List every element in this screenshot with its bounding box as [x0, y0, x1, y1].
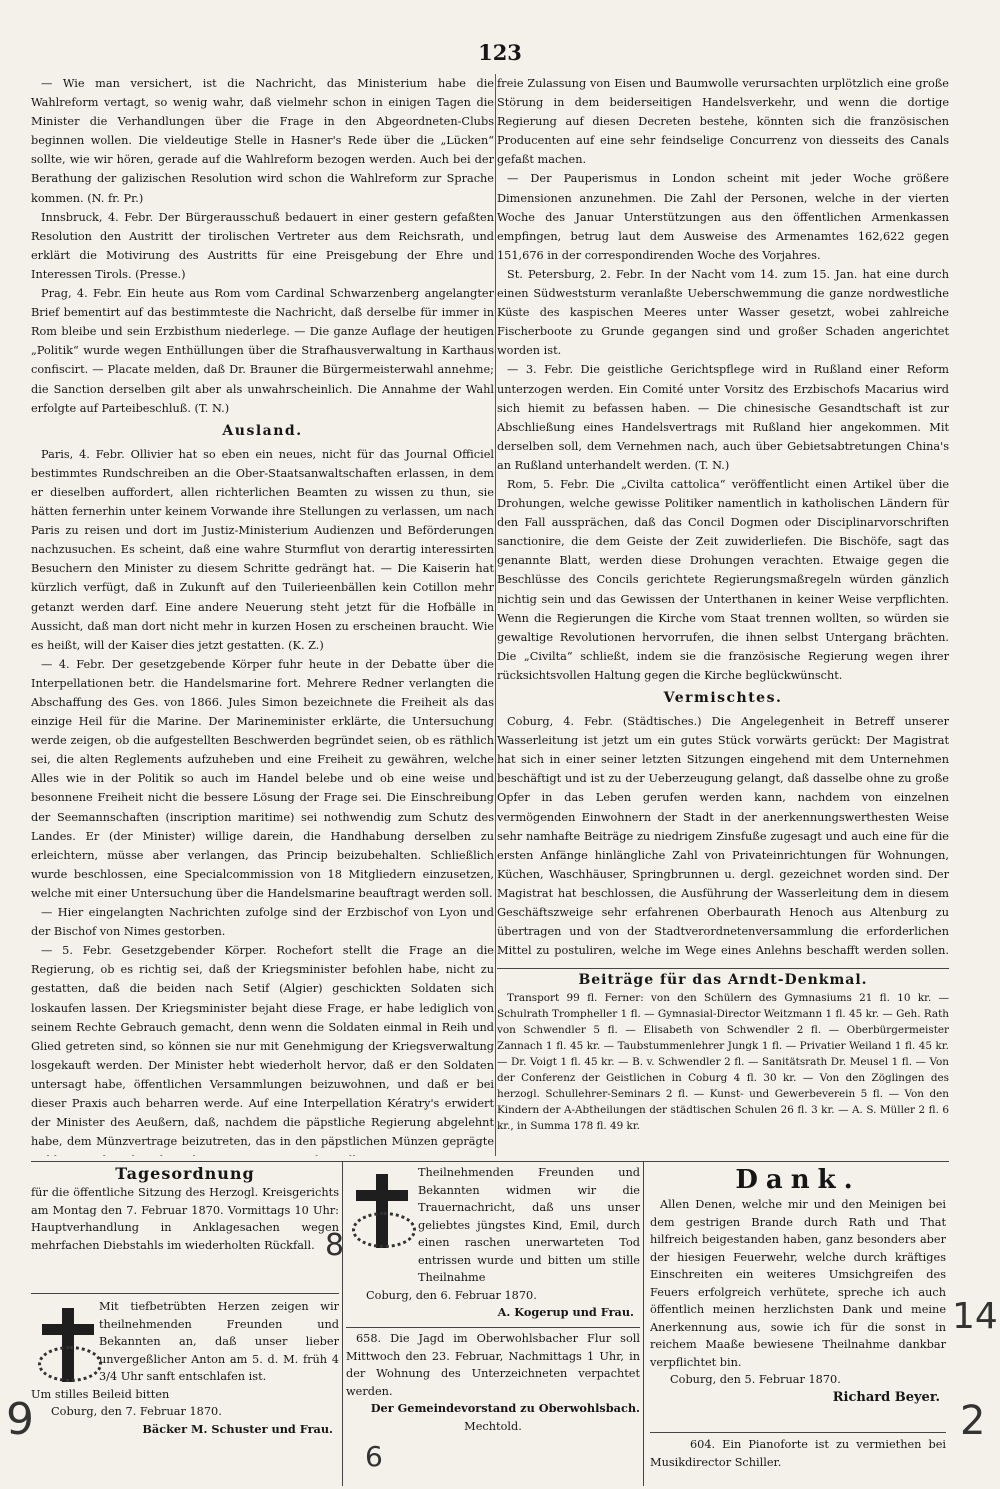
- dank-place-date: Coburg, den 5. Februar 1870.: [670, 1373, 841, 1386]
- page-number: 123: [478, 40, 522, 65]
- anton-place-date: Coburg, den 7. Februar 1870.: [51, 1405, 222, 1418]
- ad-traueranzeige-emil: [346, 1164, 640, 1322]
- handwritten-mark-2: 2: [960, 1398, 986, 1444]
- article-paris-febr5: — 5. Febr. Gesetzgebender Körper. Rochefort stellt die Frage an die Regierung, ob es richtig sei, daß der Kriegsminister befohlen habe, nicht zu gestatten, daß die beiden nach Setif (Algier) geschickten Soldaten sich loskaufen lassen. Der Kriegsminister bejaht diese Frage, er habe lediglich von seinem Rechte Gebrauch gemacht, denn wenn die Soldaten einmal in Reih und Glied getreten sind, so können sie nur mit Genehmigung der Kriegsverwaltung losgekauft werden. Der Minister hebt wiederholt hervor, daß er den Soldaten untersagt habe, öffentlichen Versammlungen beizuwohnen, und daß er bei dieser Praxis auch beharren werde. Auf eine Interpellation Kératry's erwidert der Minister des Aeußern, daß, nachdem die päpstliche Regierung abgelehnt habe, dem Münzvertrage beizutreten, das in den päpstlichen Münzen geprägte: [31, 944, 494, 1149]
- tagesordnung-text: für die öffentliche Sitzung des Herzogl. Kreisgerichts am Montag den 7. Februar 1870. Vormittags 10 Uhr: Hauptverhandlung in Anklagesachen wegen mehrfachen Diebstahls im wiederholten Rückfall.: [31, 1186, 339, 1252]
- column-divider: [495, 74, 496, 1156]
- article-pauperismus: — Der Pauperismus in London scheint mit jeder Woche größere Dimensionen anzunehmen. Die Zahl der Personen, welche in der vierten Woche des Januar Unterstützungen aus den öffentlichen Armenkassen empfingen, betrug laut dem Ausweise des Armenamtes 162,622 gegen 151,676 in der correspondirenden Woche des Vorjahres.: [497, 172, 949, 262]
- article-st-petersburg: St. Petersburg, 2. Febr. In der Nacht vom 14. zum 15. Jan. hat eine durch einen Südweststurm veranlaßte Ueberschwemmung die ganze nordwestliche Küste des kaspischen Meeres unter Wasser gesetzt, wobei zahlreiche Fischerboote zu Grunde gegangen sind und großer Schaden angerichtet worden ist.: [497, 267, 949, 358]
- emil-signature: A. Kogerup und Frau.: [497, 1305, 634, 1319]
- article-coburg-wasserleitung: Coburg, 4. Febr. (Städtisches.) Die Angelegenheit in Betreff unserer Wasserleitung ist jetzt um ein gutes Stück vorwärts gerückt: Der Magistrat hat sich in einer seiner letzten Sitzungen eingehend mit dem Unternehmen beschäftigt und ist zu der Ueberzeugung gelangt, daß dasselbe ohne zu große Opfer in das Leben gerufen werden kann, nachdem von einzelnen vermögenden Einwohnern der Stadt in der anerkennungswerthesten Weise sehr namhafte Beiträge zu niedrigem Zinsfuße zugesagt und auch eine für die ersten Anfänge hinlängliche Zahl von Privateinrichtungen für Wohnungen, Küchen, Waschhäuser, Springbrunnen u. dergl. gezeichnet worden sind. Der Magistrat hat beschlossen, die Ausführung der Wasserleitung dem in diesem Geschäftszweige sehr erfahrenen Oberbaurath Henoch aus Altenburg zu übertragen und von der Stadtverordnetenversammlung die erforderlichen Mittel zu postuliren, welche im Wege eines Anlehns beschafft werden sollen.: [497, 715, 949, 958]
- right-column: [497, 74, 949, 964]
- rule-ads-top: [31, 1161, 949, 1162]
- section-heading-ausland: Ausland.: [222, 422, 303, 439]
- dank-text: Allen Denen, welche mir und den Meinigen bei dem gestrigen Brande durch Rath und That hilfreich beigestanden haben, ganz besonders aber der hiesigen Feuerwehr, welche durch kräftiges Einschreiten ein weiteres Umsichgreifen des Feuers erfolgreich verhütete, spreche ich auch öffentlich meinen herzlichsten Dank und meine Anerkennung aus, sowie ich für die sonst in reichem Maaße bewiesene Theilnahme dankbar verpflichtet bin.: [650, 1198, 946, 1369]
- tagesordnung-title: Tagesordnung: [115, 1164, 255, 1183]
- handwritten-mark-14: 14: [952, 1296, 998, 1337]
- handwritten-mark-6: 6: [365, 1440, 383, 1473]
- dank-title: Dank.: [735, 1165, 861, 1195]
- handwritten-mark-8: 8: [325, 1228, 345, 1263]
- emil-text: Theilnehmenden Freunden und Bekannten widmen wir die Trauernachricht, daß uns unser geliebtes jüngstes Kind, Emil, durch einen raschen unerwarteten Tod entrissen wurde und bitten um stille Theilnahme: [418, 1166, 640, 1284]
- ad-jagd: [346, 1330, 640, 1486]
- ad-traueranzeige-anton: [31, 1298, 339, 1486]
- jagd-name: Mechtold.: [464, 1419, 522, 1433]
- anton-text: Mit tiefbetrübten Herzen zeigen wir theilnehmenden Freunden und Bekannten an, daß unser lieber unvergeßlicher Anton am 5. d. M. früh 4 3/4 Uhr sanft entschlafen ist.: [99, 1300, 339, 1383]
- ad-pianoforte: [650, 1436, 946, 1486]
- rule-dank-bottom: [650, 1432, 946, 1433]
- rule-tagesordnung-bottom: [31, 1293, 339, 1294]
- article-paris: Paris, 4. Febr. Ollivier hat so eben ein neues, nicht für das Journal Officiel bestimmtes Rundschreiben an die Ober-Staatsanwaltschaften erlassen, in dem er dieselben auffordert, allen richterlichen Beamten zu wissen zu thun, sie hätten fernerhin unter keinem Vorwande ihre Stellungen zu verlassen, um nach Paris zu reisen und dort im Justiz-Ministerium Audienzen und Beförderungen nachzusuchen. Es scheint, daß eine wahre Sturmflut von derartig interessirten Besuchern den Minister zu diesem Schritte gedrängt hat. — Die Kaiserin hat kürzlich verfügt, daß in Zukunft auf den Tuilerieenbällen kein Cotillon mehr getanzt werden darf. Eine andere Neuerung steht jetzt für die Hofbälle in Aussicht, daß man dort nicht mehr in kurzen Hosen zu erscheinen braucht. Wie es heißt, will der Kaiser dies jetzt gestatten. (K. Z.): [31, 447, 494, 652]
- anton-signature: Bäcker M. Schuster und Frau.: [142, 1421, 333, 1436]
- article-russland-reform: — 3. Febr. Die geistliche Gerichtspflege wird in Rußland einer Reform unterzogen werden. Ein Comité unter Vorsitz des Erzbischofs Macarius wird sich hiemit zu befassen haben. — Die chinesische Gesandtschaft ist zur Abschließung eines Handelsvertrags mit Rußland hier angekommen. Mit derselben soll, dem Vernehmen nach, auch über Gebietsabtretungen China's an Rußland unterhandelt werden. (T. N.): [497, 363, 949, 472]
- beitraege-arndt-denkmal: [497, 970, 949, 1158]
- article-paris-febr4: — 4. Febr. Der gesetzgebende Körper fuhr heute in der Debatte über die Interpellationen betr. die Handelsmarine fort. Mehrere Redner verlangten die Abschaffung des Ges. von 1866. Jules Simon bezeichnete die Freiheit als das einzige Heil für die Marine. Der Marineminister erklärte, die Untersuchung werde zeigen, ob die aufgestellten Beschwerden begründet seien, ob es räthlich sei, die alten Reglements aufzuheben und eine Freiheit zu gewähren, welche Alles wie in der Politik so auch im Handel belebe und ob eine weise und besonnene Freiheit nicht die bessere Lösung der Frage sei. Die Einschreibung der Seemannschaften (inscription maritime) sei nothwendig zum Schutz des Landes. Er (der Minister) willige darein, die Handhabung derselben zu erleichtern, müsse aber verlangen, das Princip beizubehalten. Schließlich wurde beschlossen, eine Specialcommission von 18 Mitgliedern einzusetzen, welche mit einer Untersuchung über die Handelsmarine beauftragt werden soll.: [31, 657, 494, 900]
- article-london-continued: freie Zulassung von Eisen und Baumwolle verursachten urplötzlich eine große Störung in dem beiderseitigen Handelsverkehr, und wenn die dortige Regierung auf diesen Decreten bestehe, könnten sich die französischen Producenten auf eine sehr feindselige Concurrenz von diesseits des Canals gefaßt machen.: [497, 77, 949, 167]
- dank-signature: Richard Beyer.: [832, 1389, 940, 1405]
- beitraege-text: Transport 99 fl. Ferner: von den Schülern des Gymnasiums 21 fl. 10 kr. — Schulrath Trompheller 1 fl. — Gymnasial-Director Weitzmann 1 fl. 45 kr. — Geh. Rath von Schwendler 5 fl. — Elisabeth von Schwendler 2 fl. — Oberbürgermeister Zannach 1 fl. 45 kr. — Taubstummenlehrer Jungk 1 fl. — Privatier Weiland 1 fl. 45 kr. — Dr. Voigt 1 fl. 45 kr. — B. v. Schwendler 2 fl. — Sanitätsrath Dr. Meusel 1 fl. — Von der Conferenz der Geistlichen in Coburg 4 fl. 30 kr. — Von den Zöglingen des herzogl. Schullehrer-Seminars 2 fl. — Kunst- und Gewerbeverein 5 fl. — Von den Kindern der A-Abtheilungen der städtischen Schulen 26 fl. 3 kr. — A. S. Müller 2 fl. 6 kr., in Summa 178 fl. 49 kr.: [497, 992, 949, 1132]
- article-prag: Prag, 4. Febr. Ein heute aus Rom vom Cardinal Schwarzenberg angelangter Brief bementirt auf das bestimmteste die Nachricht, daß derselbe für immer in Rom bleibe und sein Erzbisthum niederlege. — Die ganze Auflage der heutigen „Politik“ wurde wegen Enthüllungen über die Strafhausverwaltung in Karthaus confiscirt. — Placate melden, daß Dr. Brauner die Bürgermeisterwahl annehme; die Sanction derselben gilt aber als unwahrscheinlich. Die Annahme der Wahl erfolgte auf Parteibeschluß. (T. N.): [31, 287, 494, 415]
- article-lyon-nimes: — Hier eingelangten Nachrichten zufolge sind der Erzbischof von Lyon und der Bischof von Nimes gestorben.: [31, 906, 494, 939]
- left-column: [31, 74, 494, 1156]
- section-heading-vermischtes: Vermischtes.: [663, 690, 783, 706]
- rule-beitraege-top: [497, 968, 949, 969]
- anton-beileid: Um stilles Beileid bitten: [31, 1387, 170, 1401]
- rule-ads-vertical-1: [342, 1161, 343, 1486]
- article-rom: Rom, 5. Febr. Die „Civilta cattolica“ veröffentlicht einen Artikel über die Drohungen, welche gewisse Politiker namentlich in katholischen Ländern für den Fall aussprächen, daß das Concil Dogmen oder Disciplinarvorschriften sanctionire, die dem Geiste der Zeit zuwiderliefen. Die Bischöfe, sagt das genannte Blatt, werden diese Drohungen verachten. Etwaige gegen die Beschlüsse des Concils gerichtete Regierungsmaßregeln würden gänzlich nichtig sein und das Gewissen der Unterthanen in keiner Weise verpflichten. Wenn die Regierungen die Kirche vom Staat trennen wollten, so würden sie gewaltige Revolutionen hervorrufen, die ihnen selbst Untergang brächten. Die „Civilta“ schließt, indem sie die französische Regierung wegen ihrer rücksichtsvollen Haltung gegen die Kirche beglückwünscht.: [497, 477, 949, 682]
- ad-dank: [650, 1164, 946, 1430]
- emil-place-date: Coburg, den 6. Februar 1870.: [366, 1288, 537, 1302]
- jagd-text: 658. Die Jagd im Oberwohlsbacher Flur soll Mittwoch den 23. Februar, Nachmittags 1 Uhr, in der Wohnung des Unterzeichneten verpachtet werden.: [346, 1332, 640, 1398]
- pianoforte-text: 604. Ein Pianoforte ist zu vermiethen bei Musikdirector Schiller.: [650, 1438, 946, 1469]
- article-innsbruck: Innsbruck, 4. Febr. Der Bürgerausschuß bedauert in einer gestern gefaßten Resolution den Austritt der tirolischen Vertreter aus dem Reichsrath, und erklärt die Motivirung des Austritts für eine Preisgebung der Ehre und Interessen Tirols. (Presse.): [31, 210, 494, 281]
- rule-emil-bottom: [346, 1327, 640, 1328]
- jagd-signature: Der Gemeindevorstand zu Oberwohlsbach.: [370, 1401, 640, 1415]
- handwritten-mark-9: 9: [6, 1394, 34, 1445]
- rule-ads-vertical-2: [643, 1161, 644, 1486]
- article-wahlreform: — Wie man versichert, ist die Nachricht, das Ministerium habe die Wahlreform vertagt, so wenig wahr, daß vielmehr schon in einigen Tagen die Minister die Verhandlungen über die Frage in den Abgeordneten-Clubs beginnen wollen. Die vieldeutige Stelle in Hasner's Rede über die „Lücken“ sollte, wie wir hören, gerade auf die Wahlreform bezogen werden. Auch bei der Berathung der galizischen Resolution wird schon die Wahlreform zur Sprache kommen. (N. fr. Pr.): [31, 77, 494, 205]
- ad-tagesordnung: [31, 1164, 339, 1288]
- beitraege-title: Beiträge für das Arndt-Denkmal.: [578, 972, 868, 988]
